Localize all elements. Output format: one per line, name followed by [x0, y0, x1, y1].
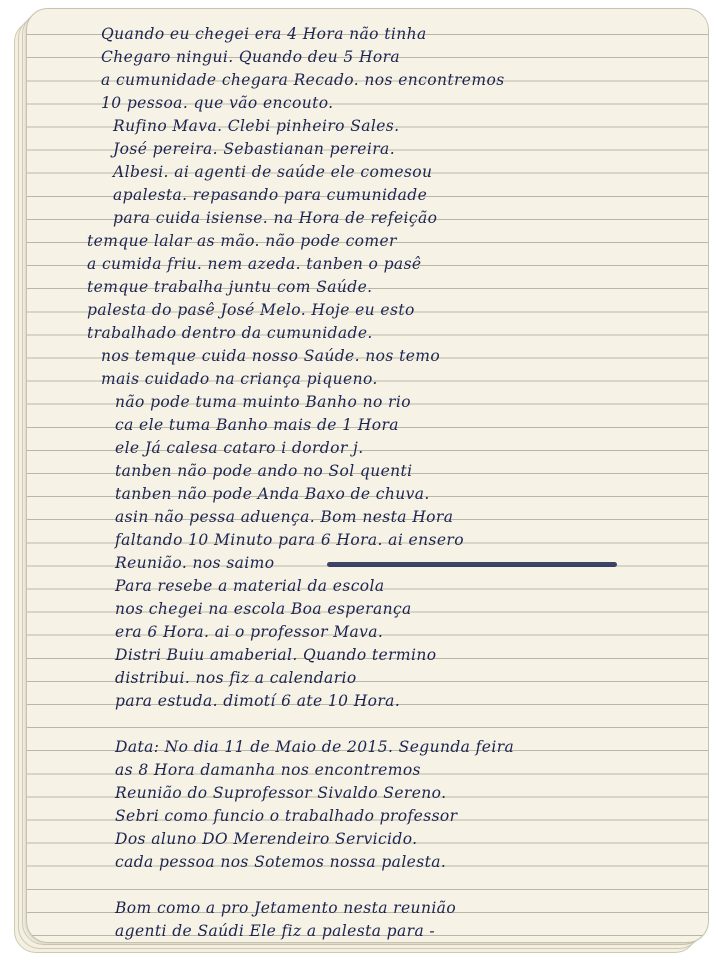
text-line: faltando 10 Minuto para 6 Hora. ai ensero [115, 531, 464, 549]
text-line: Sebri como funcio o trabalhado professor [115, 807, 458, 825]
text-line: as 8 Hora damanha nos encontremos [115, 761, 421, 779]
text-line: para cuida isiense. na Hora de refeição [113, 209, 438, 227]
text-line: nos temque cuida nosso Saúde. nos temo [101, 347, 441, 365]
text-line: temque lalar as mão. não pode comer [87, 232, 397, 250]
text-line: Data: No dia 11 de Maio de 2015. Segunda feira [115, 738, 515, 756]
text-line: tanben não pode ando no Sol quenti [115, 462, 413, 480]
text-line: Para resebe a material da escola [115, 577, 385, 595]
text-line: Distri Buiu amaberial. Quando termino [115, 646, 437, 664]
text-line: nos chegei na escola Boa esperança [115, 600, 412, 618]
text-line: cada pessoa nos Sotemos nossa palesta. [115, 853, 447, 871]
text-line: ca ele tuma Banho mais de 1 Hora [115, 416, 399, 434]
text-line: era 6 Hora. ai o professor Mava. [115, 623, 384, 641]
text-line: Albesi. ai agenti de saúde ele comesou [113, 163, 433, 181]
text-line: trabalhado dentro da cumunidade. [87, 324, 373, 342]
text-line: palesta do pasê José Melo. Hoje eu esto [87, 301, 415, 319]
text-line: apalesta. repasando para cumunidade [113, 186, 428, 204]
text-line: mais cuidado na criança piqueno. [101, 370, 378, 388]
text-line: não pode tuma muinto Banho no rio [115, 393, 411, 411]
text-line: Rufino Mava. Clebi pinheiro Sales. [113, 117, 400, 135]
crossed-out-text [327, 562, 617, 567]
text-line: a cumida friu. nem azeda. tanben o pasê [87, 255, 422, 273]
text-line: 10 pessoa. que vão encouto. [101, 94, 334, 112]
text-line: Bom como a pro Jetamento nesta reunião [115, 899, 457, 917]
text-line: ele Já calesa cataro i dordor j. [115, 439, 364, 457]
text-line: Reunião do Suprofessor Sivaldo Sereno. [115, 784, 447, 802]
text-line: agenti de Saúdi Ele fiz a palesta para - [115, 922, 436, 940]
text-line: distribui. nos fiz a calendario [115, 669, 357, 687]
text-line: Chegaro ningui. Quando deu 5 Hora [101, 48, 401, 66]
notebook-page [26, 8, 709, 943]
text-line: asin não pessa aduença. Bom nesta Hora [115, 508, 454, 526]
text-line: Dos aluno DO Merendeiro Servicido. [115, 830, 418, 848]
text-line: Quando eu chegei era 4 Hora não tinha [101, 25, 427, 43]
text-line: José pereira. Sebastianan pereira. [113, 140, 396, 158]
text-line: tanben não pode Anda Baxo de chuva. [115, 485, 430, 503]
text-line: para estuda. dimotí 6 ate 10 Hora. [115, 692, 401, 710]
text-line: a cumunidade chegara Recado. nos encontremos [101, 71, 505, 89]
text-line: temque trabalha juntu com Saúde. [87, 278, 373, 296]
text-line: Reunião. nos saimo [115, 554, 275, 572]
